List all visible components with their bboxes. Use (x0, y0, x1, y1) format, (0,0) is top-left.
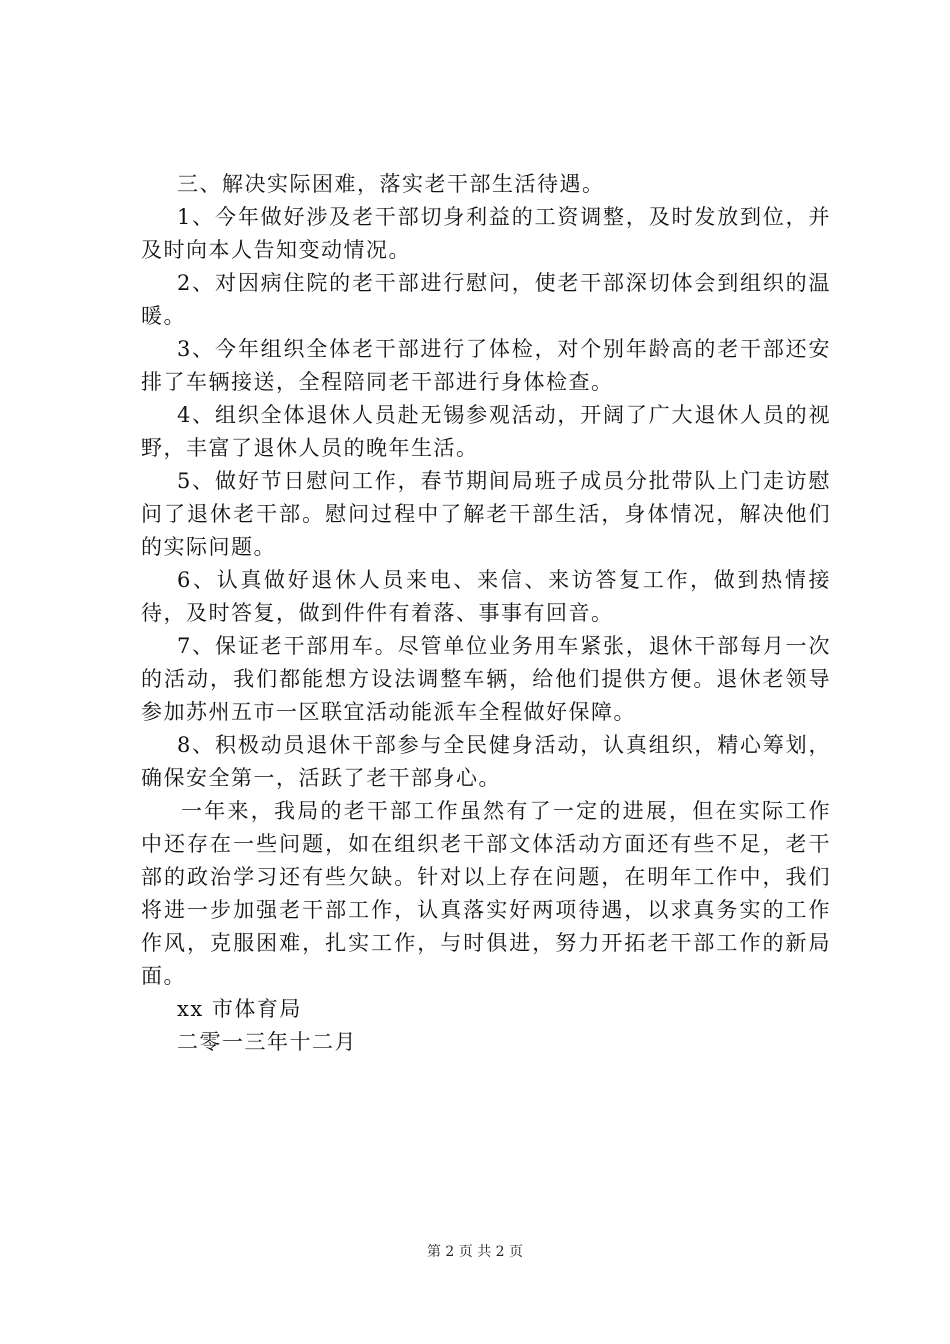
list-item-8: 8、积极动员退休干部参与全民健身活动，认真组织，精心筹划，确保安全第一，活跃了老干部身心。 (141, 733, 831, 790)
list-item-5: 5、做好节日慰问工作，春节期间局班子成员分批带队上门走访慰问了退休老干部。慰问过程中了解老干部生活，身体情况，解决他们的实际问题。 (141, 469, 831, 559)
summary-paragraph: 一年来，我局的老干部工作虽然有了一定的进展，但在实际工作中还存在一些问题，如在组织老干部文体活动方面还有些不足，老干部的政治学习还有些欠缺。针对以上存在问题，在明年工作中，我们将进一步加强老干部工作，认真落实好两项待遇，以求真务实的工作作风，克服困难，扎实工作，与时俱进，努力开拓老干部工作的新局面。 (141, 799, 831, 988)
page-number-label: 第 2 页 共 2 页 (426, 1244, 524, 1260)
list-item-2: 2、对因病住院的老干部进行慰问，使老干部深切体会到组织的温暖。 (141, 271, 831, 328)
page-footer (0, 1243, 950, 1261)
list-item-3: 3、今年组织全体老干部进行了体检，对个别年龄高的老干部还安排了车辆接送，全程陪同老干部进行身体检查。 (141, 337, 831, 394)
list-item-6: 6、认真做好退休人员来电、来信、来访答复工作，做到热情接待，及时答复，做到件件有着落、事事有回音。 (141, 568, 831, 625)
signature-date: 二零一三年十二月 (177, 1030, 357, 1054)
document-body (141, 168, 831, 1059)
signature-organization: xx 市体育局 (177, 997, 302, 1021)
list-item-4: 4、组织全体退休人员赴无锡参观活动，开阔了广大退休人员的视野，丰富了退休人员的晚年生活。 (141, 403, 831, 460)
list-item-1: 1、今年做好涉及老干部切身利益的工资调整，及时发放到位，并及时向本人告知变动情况。 (141, 205, 831, 262)
list-item-7: 7、保证老干部用车。尽管单位业务用车紧张，退休干部每月一次的活动，我们都能想方设法调整车辆，给他们提供方便。退休老领导参加苏州五市一区联宜活动能派车全程做好保障。 (141, 634, 831, 724)
section-heading: 三、解决实际困难，落实老干部生活待遇。 (177, 172, 605, 196)
